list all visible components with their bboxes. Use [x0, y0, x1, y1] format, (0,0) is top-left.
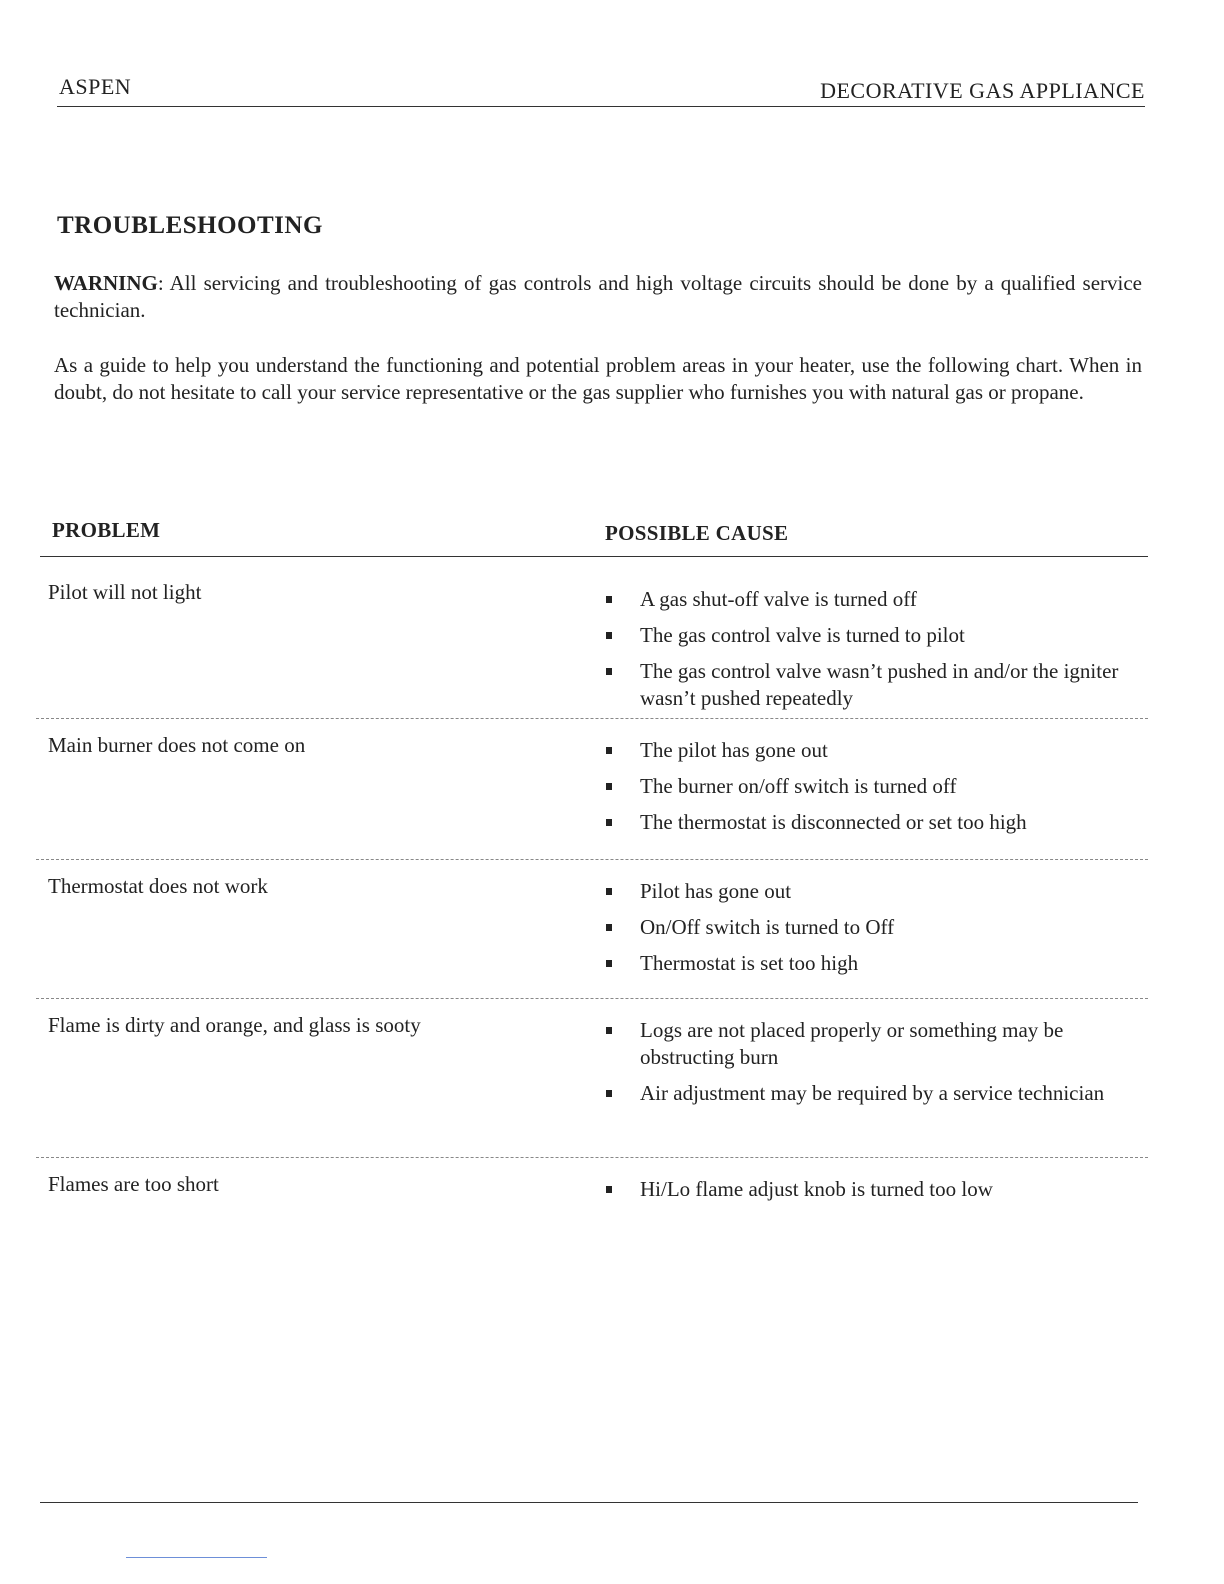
problem-cell: Thermostat does not work — [48, 874, 268, 898]
bullet-icon — [606, 1090, 612, 1097]
bullet-icon — [606, 747, 612, 754]
footer-rule — [40, 1502, 1138, 1503]
header-rule — [40, 556, 1148, 557]
bullet-icon — [606, 819, 612, 826]
cause-list — [604, 874, 1148, 977]
footer-accent-rule — [126, 1557, 267, 1558]
cause-item: Thermostat is set too high — [604, 950, 1130, 977]
cause-item: On/Off switch is turned to Off — [604, 914, 1130, 941]
cause-item: Logs are not placed properly or something may be obstructing burn — [604, 1017, 1130, 1071]
cause-item: Air adjustment may be required by a service technician — [604, 1080, 1130, 1107]
problem-cell: Pilot will not light — [48, 580, 202, 604]
problem-cell: Flames are too short — [48, 1172, 219, 1196]
problem-cell: Main burner does not come on — [48, 733, 306, 757]
cause-item: The gas control valve is turned to pilot — [604, 622, 1130, 649]
problem-cell: Flame is dirty and orange, and glass is sooty — [48, 1013, 421, 1037]
bullet-icon — [606, 783, 612, 790]
bullet-icon — [606, 1186, 612, 1193]
page-header — [57, 70, 1145, 107]
bullet-icon — [606, 960, 612, 967]
header-brand: ASPEN — [59, 74, 132, 99]
cause-list — [604, 580, 1148, 712]
troubleshooting-table — [36, 580, 1148, 1222]
section-title: TROUBLESHOOTING — [57, 212, 323, 239]
bullet-icon — [606, 596, 612, 603]
cause-list — [604, 733, 1148, 836]
bullet-icon — [606, 668, 612, 675]
bullet-icon — [606, 1027, 612, 1034]
cause-item: A gas shut-off valve is turned off — [604, 586, 1130, 613]
bullet-icon — [606, 632, 612, 639]
cause-item: The thermostat is disconnected or set too high — [604, 809, 1130, 836]
warning-paragraph — [54, 270, 1142, 324]
warning-label: WARNING — [54, 271, 158, 295]
bullet-icon — [606, 924, 612, 931]
table-row — [36, 580, 1148, 719]
intro-paragraph: As a guide to help you understand the functioning and potential problem areas in your heater, use the following chart. When in doubt, do not hesitate to call your service representative or the gas supplier who furnishes you with natural gas or propane. — [54, 353, 1142, 404]
cause-item: The gas control valve wasn’t pushed in and/or the igniter wasn’t pushed repeatedly — [604, 658, 1130, 712]
cause-item: Hi/Lo flame adjust knob is turned too low — [604, 1176, 1130, 1203]
cause-item: Pilot has gone out — [604, 878, 1130, 905]
warning-text: : All servicing and troubleshooting of gas controls and high voltage circuits should be done by a qualified service technician. — [54, 271, 1142, 322]
cause-list — [604, 1172, 1148, 1203]
cause-list — [604, 1013, 1148, 1107]
column-header-cause: POSSIBLE CAUSE — [605, 521, 789, 545]
cause-item: The pilot has gone out — [604, 737, 1130, 764]
table-row — [36, 1172, 1148, 1222]
table-row — [36, 874, 1148, 999]
cause-item: The burner on/off switch is turned off — [604, 773, 1130, 800]
bullet-icon — [606, 888, 612, 895]
column-header-problem: PROBLEM — [52, 518, 161, 542]
table-row — [36, 1013, 1148, 1158]
header-product: DECORATIVE GAS APPLIANCE — [820, 78, 1145, 103]
table-row — [36, 733, 1148, 860]
